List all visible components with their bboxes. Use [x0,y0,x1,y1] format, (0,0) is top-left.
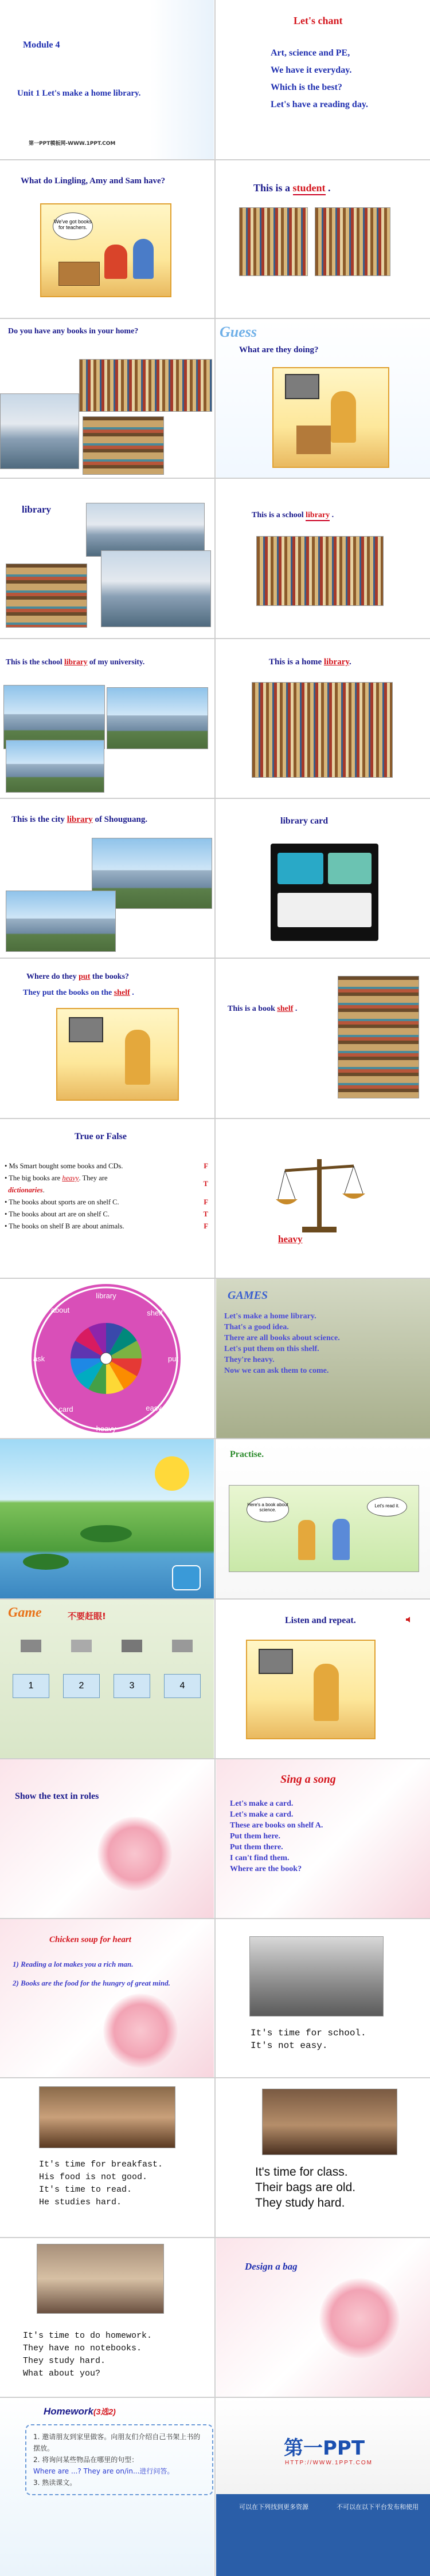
library-card-image [271,844,378,941]
footer-heading: 可以在下列找到更多资源 [239,2503,308,2511]
child-figure [133,239,154,279]
item-icon [21,1640,41,1652]
home-library-photo [252,682,393,778]
homework-item: 1. 邀请朋友到家里做客。向朋友们介绍自己书架上书的摆放。 [33,2433,201,2452]
question-text: What are they doing? [239,345,319,355]
speaker-icon[interactable] [405,1616,413,1624]
footer-watermark: 第一PPT模板网-WWW.1PPT.COM [29,141,116,147]
slide-sing-song [216,1759,430,1918]
statement-item: • The big books are heavy. They are T dictionaries. [5,1174,208,1194]
slide-brand [216,2398,430,2576]
caption-lines: It's time to do homework. They have no notebooks. They study hard. What about you? [23,2331,153,2378]
slide-library-word [0,479,214,638]
flower-decoration [97,1817,172,1891]
card-3[interactable]: 3 [114,1674,150,1698]
unit-title: Unit 1 Let's make a home library. [17,89,141,98]
lily-pad [80,1525,132,1542]
slide-pond-game[interactable] [0,1439,214,1598]
child-figure [125,1030,150,1085]
children-photo [39,2086,175,2148]
chant-line: We have it everyday. [271,65,352,75]
tf-mark: F [204,1222,208,1230]
slide-time-homework [0,2238,214,2397]
homework-item: 3. 熟读课文。 [33,2479,77,2487]
wheel-word: easy [146,1404,162,1412]
tf-mark: T [203,1210,208,1218]
slide-title: GAMES [228,1289,268,1302]
child-figure [298,1520,315,1560]
slide-title [0,0,214,159]
slide-title: Homework(3选2) [44,2406,116,2417]
slide-chicken-soup [0,1919,214,2077]
slide-heavy [216,1119,430,1278]
statement-item: • The books on shelf B are about animals. F [5,1220,208,1232]
question-text: What do Lingling, Amy and Sam have? [21,176,166,186]
answer-word: library [306,511,330,521]
slide-time-breakfast [0,2078,214,2237]
footer-heading: 不可以在以下平台发布和使用 [337,2503,419,2511]
word-wheel[interactable] [11,1281,201,1436]
box-icon [296,426,331,454]
slide-question [0,160,214,318]
brand-url: HTTP://WWW.1PPT.COM [285,2460,373,2466]
flower-decoration [319,2278,400,2358]
brand-banner [216,2398,430,2494]
homework-list [25,2424,213,2495]
children-photo [262,2089,397,2155]
slide-title: Practise. [230,1450,264,1459]
speech-bubble: Here's a book about science. [247,1497,289,1522]
slide-title: Chicken soup for heart [49,1935,131,1944]
answer-word: library [67,815,93,824]
speech-bubble: We've got books for teachers. [53,212,93,240]
slide-title: library card [280,816,329,826]
sun-icon [155,1456,189,1491]
sentence: This is a student . [253,182,331,195]
child-figure [104,245,127,279]
card-1[interactable]: 1 [13,1674,49,1698]
answer-text: They put the books on the shelf . [23,988,134,997]
city-library-photo [6,891,116,952]
answer-word: library [64,657,88,666]
wheel-word: about [50,1306,70,1314]
child-figure [333,1519,350,1560]
dialogue-lines: Let's make a home library. That's a good idea. There are all books about science. Let's put them on this shelf. They're heavy. Now we can ask them to come. [224,1312,340,1375]
answer-word: student [293,182,326,195]
slide-home-library [216,639,430,798]
answer-word: shelf [277,1005,294,1013]
slide-school-library [216,479,430,638]
sentence: This is a school library . [252,511,334,521]
bookshelf-photo [79,359,212,412]
statement-item: • The books about sports are on shelf C. F [5,1196,208,1208]
verb-word: put [79,972,91,981]
student-photo [315,207,390,276]
statement-list [5,1160,208,1232]
cartoon-illustration [272,367,389,468]
sentence: This is the school library of my university. [6,657,145,666]
slide-word-wheel[interactable] [0,1279,214,1438]
sentence: This is a home library. [269,657,351,667]
tf-mark: F [204,1198,208,1206]
slide-city-library [0,799,214,958]
card-icon [328,853,372,884]
children-photo [37,2244,164,2314]
guess-label: Guess [220,324,257,340]
slide-title: Show the text in roles [15,1791,99,1801]
item-icon [172,1640,193,1652]
answer-word: shelf [114,988,130,997]
slide-games [216,1279,430,1438]
slide-game-cards[interactable] [0,1600,214,1758]
bookshelf-photo [338,976,419,1098]
homework-item: Where are ...? They are on/in...进行问答。 [33,2467,174,2475]
children-photo [249,1936,384,2016]
card-icon [277,893,372,927]
library-photo [101,550,211,627]
game-subtitle: 不要赶眼! [68,1611,106,1621]
slide-put-books [0,959,214,1118]
slide-student [216,160,430,318]
child-figure [331,391,356,443]
keyword: library [22,504,51,515]
slide-university-library [0,639,214,798]
statement-item: • The books about art are on shelf C. T [5,1208,208,1220]
cartoon-illustration [56,1008,179,1101]
wheel-word: heavy [96,1424,116,1433]
brand-logo: 第一PPT [284,2437,365,2460]
slide-show-roles [0,1759,214,1918]
sentence: This is the city library of Shouguang. [11,815,148,824]
lily-pad [23,1554,69,1570]
cartoon-illustration [40,203,171,297]
box-icon [58,262,100,286]
chant-title: Let's chant [294,15,343,26]
slide-design-bag [216,2238,430,2397]
slide-home-books [0,319,214,478]
answer-word: library [323,657,350,667]
computer-icon [285,374,319,399]
song-lines: Let's make a card. Let's make a card. These are books on shelf A. Put them here. Put them there. I can't find them. Where are the book? [230,1799,323,1873]
computer-icon [69,1017,103,1042]
slide-title: Design a bag [245,2261,298,2272]
tf-mark: F [204,1162,208,1170]
child-figure [314,1664,339,1721]
building-photo [6,740,104,793]
caption-lines: It's time for school. It's not easy. [251,2028,366,2051]
wheel-word: shelf [147,1309,163,1317]
slide-true-false [0,1119,214,1278]
library-photo [6,564,87,628]
info-footer [216,2494,430,2576]
slide-time-school [216,1919,430,2077]
slide-guess [216,319,430,478]
speech-bubble: Let's read it. [367,1497,407,1517]
flower-decoration [103,1994,178,2068]
slide-title: Sing a song [280,1773,336,1786]
quote-lines: 1) Reading a lot makes you a rich man. 2) Books are the food for the hungry of great mind. [13,1960,170,1987]
slide-time-class [216,2078,430,2237]
item-icon [122,1640,142,1652]
next-button[interactable] [172,1565,201,1590]
card-4[interactable]: 4 [164,1674,201,1698]
statement-item: • Ms Smart bought some books and CDs. F [5,1160,208,1172]
card-icon [277,853,323,884]
wheel-word: put [167,1354,179,1363]
chant-lines [271,45,368,113]
library-photo [0,393,79,469]
chant-line: Which is the best? [271,82,342,92]
wheel-word: ask [33,1354,45,1363]
tf-mark: T [203,1180,208,1188]
cartoon-illustration [246,1640,376,1739]
building-photo [107,687,208,749]
slide-practise [216,1439,430,1598]
computer-icon [259,1649,293,1674]
item-icons [21,1640,193,1657]
chant-line: Let's have a reading day. [271,100,368,109]
slide-title: Listen and repeat. [285,1616,356,1625]
caption-lines: It's time for breakfast. His food is not good. It's time to read. He studies hard. [39,2160,163,2207]
wheel-word: library [96,1291,116,1300]
question-text: Where do they put the books? [26,972,130,981]
homework-item: 2. 将询问某些物品在哪里的句型： [33,2456,139,2464]
number-cards[interactable] [13,1674,202,1699]
game-label: Game [8,1605,42,1620]
caption-lines: It's time for class. Their bags are old. They study hard. [255,2165,356,2209]
school-library-photo [256,536,384,606]
library-photo [83,416,164,475]
slide-homework [0,2398,214,2576]
wheel-word: card [58,1405,73,1413]
column-divider [214,0,216,2576]
slide-chant [216,0,430,159]
slide-listen-repeat [216,1600,430,1758]
card-2[interactable]: 2 [63,1674,100,1698]
slide-book-shelf [216,959,430,1118]
slide-title: True or False [75,1132,127,1141]
question-text: Do you have any books in your home? [8,327,139,336]
library-photo [86,503,205,557]
keyword: heavy [278,1234,303,1244]
chant-line: Art, science and PE, [271,48,350,58]
practise-illustration [229,1485,419,1572]
student-photo [239,207,308,276]
item-icon [71,1640,92,1652]
slide-library-card [216,799,430,958]
module-label: Module 4 [23,40,60,50]
sentence: This is a book shelf . [228,1005,298,1013]
scale-icon [273,1153,365,1239]
